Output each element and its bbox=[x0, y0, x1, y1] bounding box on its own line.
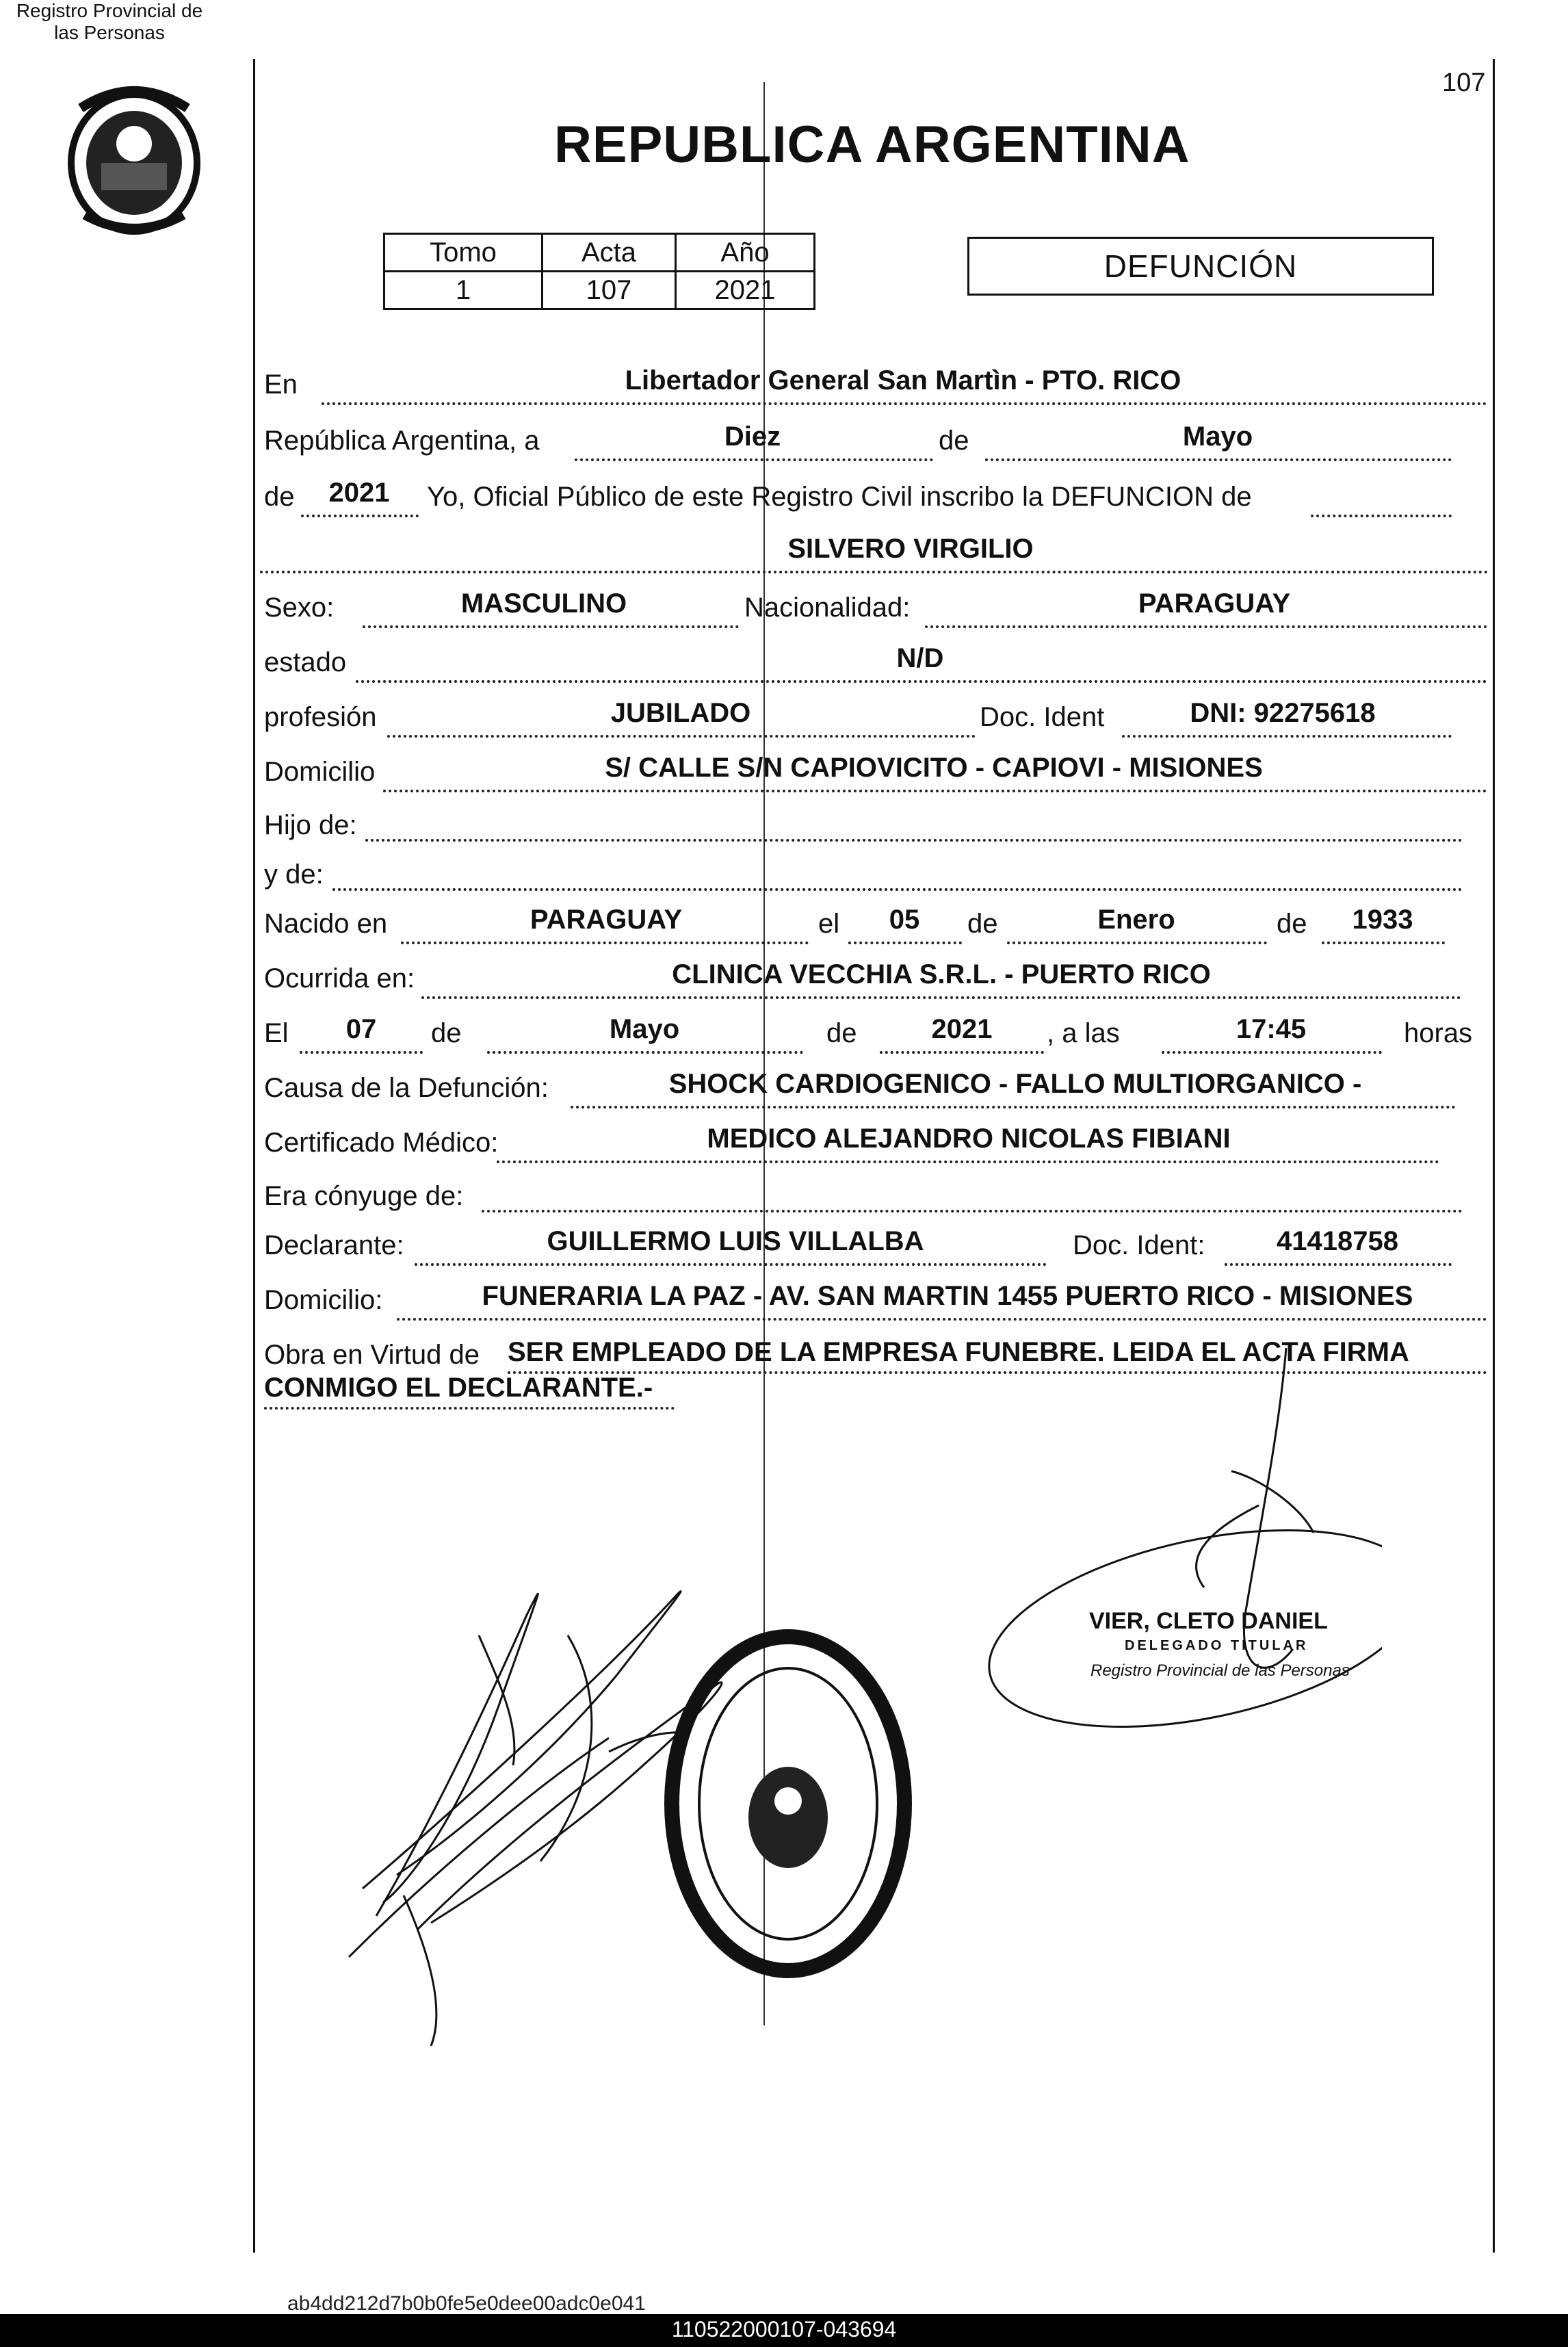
causa-label: Causa de la Defunción: bbox=[264, 1073, 549, 1103]
nacido-label: Nacido en bbox=[264, 909, 388, 939]
def-hora: 17:45 bbox=[1236, 1014, 1307, 1044]
en-value: Libertador General San Martìn - PTO. RICO bbox=[625, 365, 1181, 396]
yde-dots bbox=[332, 888, 1463, 891]
horas-label: horas bbox=[1404, 1018, 1473, 1048]
republica-label: República Argentina, a bbox=[264, 426, 540, 456]
nac-dia-dots bbox=[848, 942, 962, 944]
nombre-dots bbox=[260, 571, 1489, 573]
acta-value-acta: 107 bbox=[543, 272, 676, 309]
doc-value: DNI: 92275618 bbox=[1190, 698, 1376, 728]
declarante-label: Declarante: bbox=[264, 1230, 404, 1260]
el2-label: El bbox=[264, 1018, 289, 1048]
acta-table bbox=[383, 233, 815, 310]
obra-value-2: CONMIGO EL DECLARANTE.- bbox=[264, 1373, 653, 1403]
footer-code: 110522000107-043694 bbox=[671, 2317, 897, 2342]
registry-name bbox=[0, 0, 219, 44]
def-anio: 2021 bbox=[931, 1014, 993, 1044]
estado-label: estado bbox=[264, 647, 347, 677]
anio-de-label: de bbox=[264, 482, 295, 512]
nacionalidad-label: Nacionalidad: bbox=[744, 593, 911, 623]
official-name: VIER, CLETO DANIEL bbox=[1089, 1608, 1328, 1634]
registry-line-1: Registro Provincial de bbox=[16, 0, 203, 21]
yo-dots bbox=[1311, 515, 1452, 517]
ocurrida-dots bbox=[421, 996, 1461, 999]
nac-anio-dots bbox=[1322, 942, 1445, 944]
declarante-dots bbox=[415, 1263, 1047, 1266]
def-de-label-1: de bbox=[431, 1018, 462, 1048]
def-hora-dots bbox=[1162, 1051, 1382, 1054]
nac-de-label-2: de bbox=[1277, 909, 1307, 939]
estado-value: N/D bbox=[896, 643, 944, 673]
estado-dots bbox=[356, 680, 1487, 683]
profesion-value: JUBILADO bbox=[610, 698, 751, 728]
en-dots bbox=[322, 402, 1487, 405]
el-label: el bbox=[818, 909, 840, 939]
nacido-dots bbox=[401, 942, 809, 944]
anio-dots bbox=[301, 515, 419, 517]
def-mes-dots bbox=[487, 1051, 803, 1054]
mes-value: Mayo bbox=[1182, 422, 1253, 452]
nac-de-label-1: de bbox=[967, 909, 998, 939]
profesion-dots bbox=[387, 735, 976, 738]
sexo-dots bbox=[363, 625, 739, 628]
causa-value: SHOCK CARDIOGENICO - FALLO MULTIORGANICO - bbox=[668, 1069, 1362, 1099]
acta-header-anio: Año bbox=[676, 234, 815, 272]
registry-seal bbox=[658, 1626, 918, 1982]
domicilio2-value: FUNERARIA LA PAZ - AV. SAN MARTIN 1455 PUERTO RICO - MISIONES bbox=[482, 1281, 1413, 1311]
yo-text: Yo, Oficial Público de este Registro Civil inscribo la DEFUNCION de bbox=[427, 482, 1252, 512]
misiones-logo bbox=[60, 81, 208, 235]
acta-value-tomo: 1 bbox=[384, 272, 543, 309]
acta-header-tomo: Tomo bbox=[384, 234, 543, 272]
def-dia-dots bbox=[300, 1051, 423, 1054]
page-title: REPUBLICA ARGENTINA bbox=[554, 116, 1190, 174]
hijo-dots bbox=[365, 839, 1463, 842]
official-org: Registro Provincial de las Personas bbox=[1090, 1661, 1350, 1680]
certificado-label: Certificado Médico: bbox=[264, 1128, 499, 1158]
hijo-label: Hijo de: bbox=[264, 810, 357, 840]
yde-label: y de: bbox=[264, 859, 324, 890]
acta-header-acta: Acta bbox=[543, 234, 676, 272]
right-margin-line bbox=[1493, 59, 1495, 2253]
doc2-dots bbox=[1225, 1263, 1452, 1266]
nacionalidad-dots bbox=[925, 625, 1487, 628]
registry-line-2: las Personas bbox=[54, 22, 165, 43]
nac-mes-dots bbox=[1007, 942, 1267, 944]
en-label: En bbox=[264, 369, 298, 400]
def-dia: 07 bbox=[345, 1014, 377, 1044]
domicilio2-label: Domicilio: bbox=[264, 1285, 383, 1315]
nacido-value: PARAGUAY bbox=[530, 905, 683, 935]
mes-dots bbox=[985, 458, 1452, 461]
ocurrida-label: Ocurrida en: bbox=[264, 963, 415, 994]
nac-dia: 05 bbox=[889, 905, 920, 935]
certificado-value: MEDICO ALEJANDRO NICOLAS FIBIANI bbox=[707, 1124, 1231, 1154]
doc2-value: 41418758 bbox=[1277, 1226, 1398, 1256]
nac-anio: 1933 bbox=[1352, 905, 1413, 935]
declarante-value: GUILLERMO LUIS VILLALBA bbox=[547, 1226, 924, 1256]
def-anio-dots bbox=[880, 1051, 1044, 1054]
obra-label: Obra en Virtud de bbox=[264, 1340, 480, 1370]
nac-mes: Enero bbox=[1097, 905, 1175, 935]
nombre-value: SILVERO VIRGILIO bbox=[787, 534, 1034, 564]
domicilio-dots bbox=[383, 790, 1487, 792]
domicilio-label: Domicilio bbox=[264, 757, 376, 787]
sexo-value: MASCULINO bbox=[460, 588, 627, 619]
def-mes: Mayo bbox=[609, 1014, 680, 1044]
dia-value: Diez bbox=[724, 422, 781, 452]
certificado-dots bbox=[497, 1160, 1439, 1163]
conyuge-dots bbox=[482, 1210, 1463, 1213]
acta-value-anio: 2021 bbox=[676, 272, 815, 309]
domicilio2-dots bbox=[397, 1318, 1487, 1321]
anio-value: 2021 bbox=[328, 478, 390, 508]
def-de-label-2: de bbox=[826, 1018, 857, 1048]
obra-dots-2 bbox=[264, 1407, 675, 1410]
profesion-label: profesión bbox=[264, 702, 377, 732]
doc2-label: Doc. Ident: bbox=[1073, 1230, 1205, 1260]
conyuge-label: Era cónyuge de: bbox=[264, 1181, 464, 1211]
page-number: 107 bbox=[1442, 68, 1486, 97]
mes-de-label: de bbox=[939, 426, 969, 456]
sexo-label: Sexo: bbox=[264, 593, 335, 623]
document-hash: ab4dd212d7b0b0fe5e0dee00adc0e041 bbox=[287, 2292, 646, 2311]
document-type-box: DEFUNCIÓN bbox=[967, 237, 1434, 296]
domicilio-value: S/ CALLE S/N CAPIOVICITO - CAPIOVI - MISIONES bbox=[605, 753, 1263, 783]
doc-label: Doc. Ident bbox=[980, 702, 1105, 732]
doc-dots bbox=[1122, 735, 1452, 738]
left-margin-line bbox=[253, 59, 255, 2253]
alas-label: , a las bbox=[1047, 1018, 1120, 1048]
nacionalidad-value: PARAGUAY bbox=[1138, 588, 1291, 619]
ocurrida-value: CLINICA VECCHIA S.R.L. - PUERTO RICO bbox=[672, 959, 1211, 989]
official-role: DELEGADO TITULAR bbox=[1125, 1638, 1309, 1653]
obra-value-1: SER EMPLEADO DE LA EMPRESA FUNEBRE. LEIDA EL ACTA FIRMA bbox=[508, 1337, 1409, 1367]
causa-dots bbox=[571, 1106, 1456, 1108]
dia-dots bbox=[575, 458, 933, 461]
